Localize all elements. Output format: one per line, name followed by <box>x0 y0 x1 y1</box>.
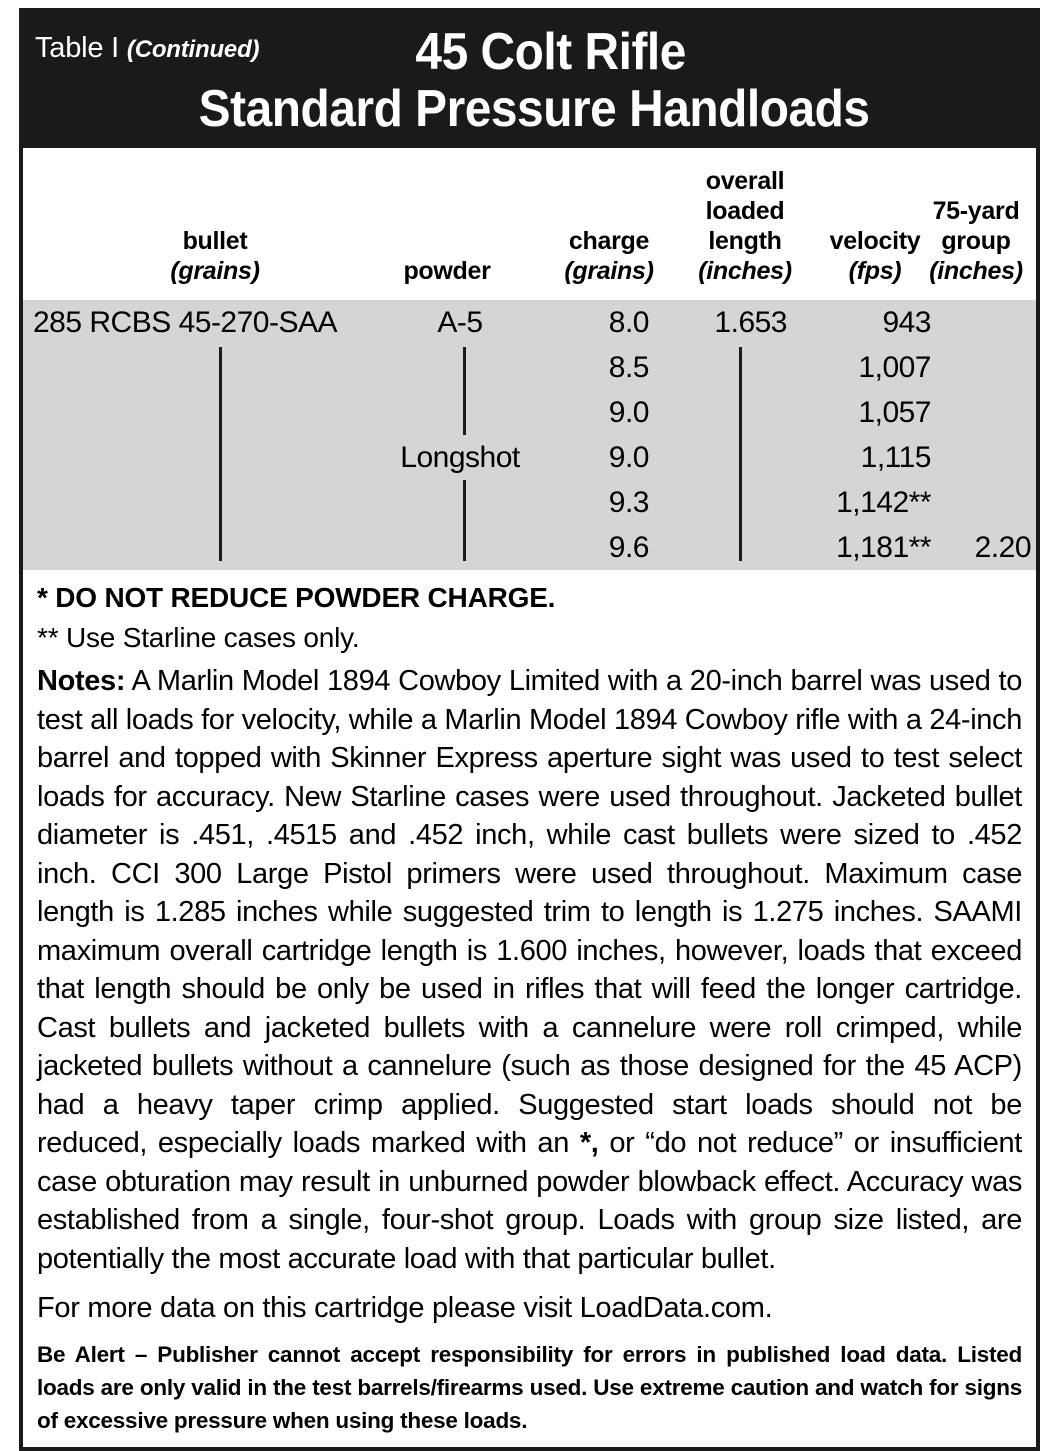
cell-charge: 8.5 <box>608 351 649 384</box>
column-header-bullet <box>107 226 323 286</box>
cell-velocity: 1,142** <box>836 486 931 519</box>
table-row <box>23 435 1036 480</box>
column-header-group-unit: (inches) <box>929 257 1023 285</box>
footnote-double-star: ** Use Starline cases only. <box>37 622 360 653</box>
cell-powder: A-5 <box>437 306 483 339</box>
table-column-headers <box>23 148 1036 300</box>
title-line-2: Standard Pressure Handloads <box>198 80 870 138</box>
table-row <box>23 390 1036 435</box>
column-header-oal-unit: (inches) <box>698 257 792 285</box>
cell-group: 2.20 <box>974 531 1031 564</box>
notes-inline-star: *, <box>579 1127 599 1159</box>
title-banner <box>23 12 1036 148</box>
column-header-bullet-name: bullet <box>182 227 248 255</box>
table-row <box>23 300 1036 345</box>
table-row <box>23 345 1036 390</box>
cell-velocity: 1,115 <box>860 441 931 474</box>
cell-charge: 9.6 <box>608 531 649 564</box>
cell-velocity: 1,007 <box>858 351 931 384</box>
cell-velocity: 1,057 <box>858 396 931 429</box>
table-label-text: Table I <box>35 32 120 64</box>
column-header-oal-line1: overall <box>705 167 785 195</box>
table-row <box>23 525 1036 570</box>
cell-charge: 8.0 <box>608 306 649 339</box>
cell-oal: 1.653 <box>714 306 787 339</box>
cell-powder: Longshot <box>400 441 520 474</box>
column-header-velocity-unit: (fps) <box>848 257 902 285</box>
column-header-powder-name: powder <box>403 257 491 285</box>
column-header-charge-name: charge <box>568 227 650 255</box>
cell-charge: 9.3 <box>608 486 649 519</box>
notes-section <box>23 570 1036 1447</box>
column-header-group-line2: group <box>941 227 1011 255</box>
column-header-bullet-unit: (grains) <box>170 257 260 285</box>
cell-charge: 9.0 <box>608 441 649 474</box>
column-header-oal-line2: loaded <box>705 197 785 225</box>
cell-charge: 9.0 <box>608 396 649 429</box>
notes-paragraph <box>37 662 1022 1278</box>
load-data-table-card <box>19 8 1040 1451</box>
column-header-oal-line3: length <box>708 227 782 255</box>
cell-bullet: 285 RCBS 45-270-SAA <box>33 306 338 339</box>
column-header-velocity-name: velocity <box>829 227 921 255</box>
column-header-charge-unit: (grains) <box>564 257 654 285</box>
more-data-line: For more data on this cartridge please visit LoadData.com. <box>37 1292 773 1324</box>
title-line-1: 45 Colt Rifle <box>415 23 686 81</box>
table-row <box>23 480 1036 525</box>
footnote-single-star: * DO NOT REDUCE POWDER CHARGE. <box>37 582 556 613</box>
column-header-group-line1: 75-yard <box>932 197 1020 225</box>
notes-label: Notes: <box>37 665 126 697</box>
table-body <box>23 300 1036 570</box>
page-title <box>23 24 1036 138</box>
column-header-group <box>913 196 1039 286</box>
be-alert-disclaimer: Be Alert – Publisher cannot accept responsibility for errors in published load data. Listed loads are only valid in the test barrels/firearms used. Use extreme caution and watch for signs of excessive pressure when using these loads. <box>37 1342 1022 1433</box>
notes-body-head: A Marlin Model 1894 Cowboy Limited with a 20-inch barrel was used to test all loads for velocity, while a Marlin Model 1894 Cowboy rifle with a 24-inch barrel and topped with Skinner Express aperture sight was used to test select loads for accuracy. New Starline cases were used throughout. Jacketed bullet diameter is .451, .4515 and .452 inch, while cast bullets were sized to .452 inch. CCI 300 Large Pistol primers were used throughout. Maximum case length is 1.285 inches while suggested trim to length is 1.275 inches. SAAMI maximum overall cartridge length is 1.600 inches, however, loads that exceed that length should be only be used in rifles that will feed the longer cartridge. Cast bullets and jacketed bullets with a cannelure were roll crimped, while jacketed bullets without a cannelure (such as those designed for the 45 ACP) had a heavy taper crimp applied. Suggested start loads should not be reduced, especially loads marked with an <box>37 665 1022 1159</box>
cell-velocity: 943 <box>882 306 931 339</box>
notes-body-tail: or “do not reduce” or insufficient case obturation may result in unburned powder blowback effect. Accuracy was established from a single, four-shot group. Loads with group size listed, are potentially the most accurate load with that particular bullet. <box>37 1127 1022 1275</box>
column-header-powder <box>349 256 545 286</box>
table-continued-text: (Continued) <box>126 36 260 63</box>
cell-velocity: 1,181** <box>836 531 931 564</box>
